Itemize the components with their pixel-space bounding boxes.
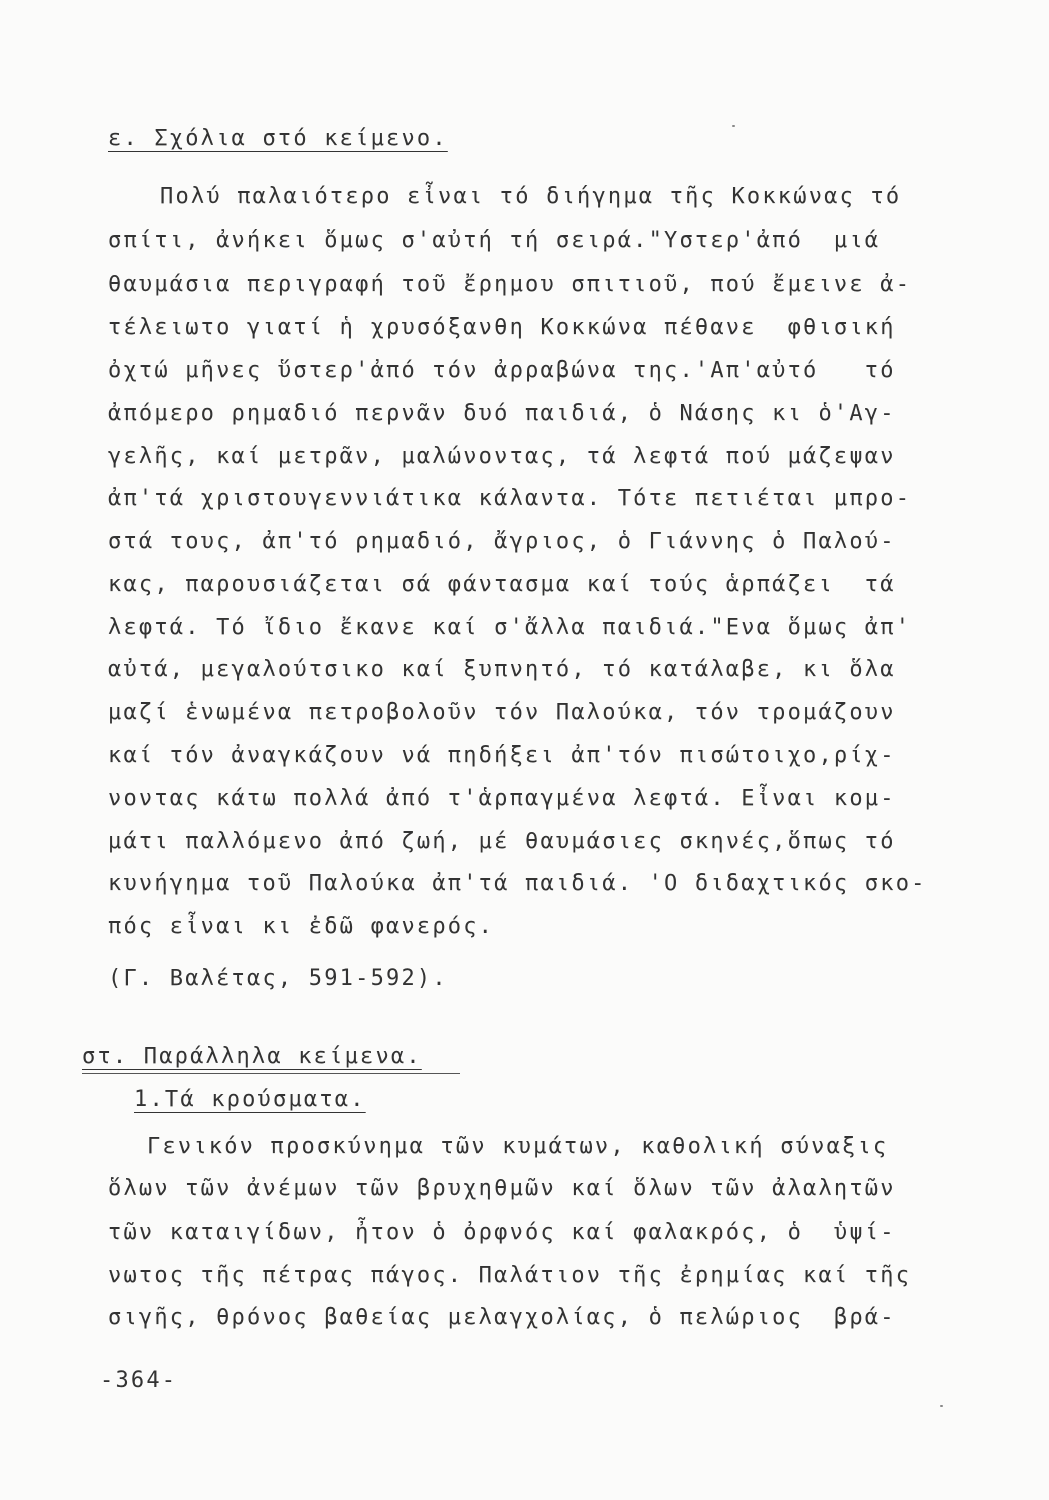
body-line: κας, παρουσιάζεται σά φάντασμα καί τούς ἁρπάζει τά: [108, 572, 896, 597]
body-line: λεφτά. Τό ἴδιο ἔκανε καί σ'ἄλλα παιδιά."Ενα ὅμως ἀπ': [108, 615, 912, 640]
subheading: 1.Τά κρούσματα.: [134, 1087, 366, 1112]
body-line: αὐτά, μεγαλούτσικο καί ξυπνητό, τό κατάλαβε, κι ὅλα: [108, 657, 896, 682]
body-line: ἀπόμερο ρημαδιό περνᾶν δυό παιδιά, ὁ Νάσης κι ὁ'Αγ-: [108, 401, 896, 426]
body-line: νοντας κάτω πολλά ἀπό τ'ἁρπαγμένα λεφτά. Εἶναι κομ-: [108, 786, 896, 811]
section-e-heading: ε. Σχόλια στό κείμενο.: [108, 126, 448, 151]
body-line: νωτος τῆς πέτρας πάγος. Παλάτιον τῆς ἐρημίας καί τῆς: [108, 1263, 912, 1288]
body-line: στά τους, ἀπ'τό ρημαδιό, ἄγριος, ὁ Γιάννης ὁ Παλού-: [108, 529, 896, 554]
body-line: σιγῆς, θρόνος βαθείας μελαγχολίας, ὁ πελώριος βρά-: [108, 1305, 896, 1330]
page-number: -364-: [100, 1368, 178, 1393]
body-line: τέλειωτο γιατί ἡ χρυσόξανθη Κοκκώνα πέθανε φθισική: [108, 315, 896, 340]
scan-speck: [732, 125, 735, 127]
body-line: σπίτι, ἀνήκει ὅμως σ'αὐτή τή σειρά."Υστερ'ἀπό μιά: [108, 228, 881, 253]
body-line: ἀπ'τά χριστουγεννιάτικα κάλαντα. Τότε πετιέται μπρο-: [108, 486, 912, 511]
body-line: θαυμάσια περιγραφή τοῦ ἔρημου σπιτιοῦ, πού ἔμεινε ἀ-: [108, 272, 912, 297]
section-st-heading: στ. Παράλληλα κείμενα.: [82, 1044, 422, 1069]
body-line: ὅλων τῶν ἀνέμων τῶν βρυχηθμῶν καί ὅλων τῶν ἀλαλητῶν: [108, 1176, 896, 1201]
body-line: τῶν καταιγίδων, ἦτον ὁ ὀρφνός καί φαλακρός, ὁ ὑψί-: [108, 1220, 896, 1245]
heading-rule: [82, 1073, 460, 1074]
body-line: καί τόν ἀναγκάζουν νά πηδήξει ἀπ'τόν πισώτοιχο,ρίχ-: [108, 743, 896, 768]
body-line: πός εἶναι κι ἐδῶ φανερός.: [108, 914, 495, 939]
body-line: γελῆς, καί μετρᾶν, μαλώνοντας, τά λεφτά πού μάζεψαν: [108, 444, 896, 469]
body-line: κυνήγημα τοῦ Παλούκα ἀπ'τά παιδιά. 'Ο διδαχτικός σκο-: [108, 871, 927, 896]
body-line: μαζί ἑνωμένα πετροβολοῦν τόν Παλούκα, τόν τρομάζουν: [108, 700, 896, 725]
citation: (Γ. Βαλέτας, 591-592).: [108, 966, 448, 991]
body-line: ὀχτώ μῆνες ὕστερ'ἀπό τόν ἀρραβώνα της.'Απ'αὐτό τό: [108, 358, 896, 383]
scan-speck: [940, 1405, 943, 1407]
body-line: Πολύ παλαιότερο εἶναι τό διήγημα τῆς Κοκκώνας τό: [160, 184, 902, 209]
body-line: μάτι παλλόμενο ἀπό ζωή, μέ θαυμάσιες σκηνές,ὅπως τό: [108, 829, 896, 854]
body-line: Γενικόν προσκύνημα τῶν κυμάτων, καθολική σύναξις: [147, 1134, 889, 1159]
